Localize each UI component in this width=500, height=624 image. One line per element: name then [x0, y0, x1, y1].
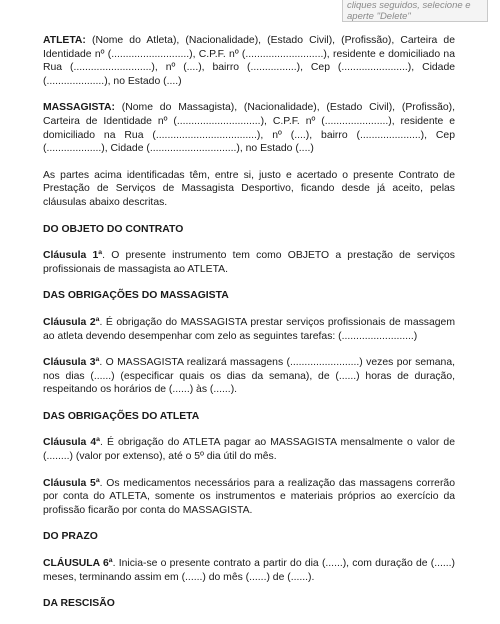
clause-1-text: . O presente instrumento tem como OBJETO a prestação de serviços profissionais de massagista ao ATLETA. — [43, 250, 455, 275]
atleta-text: (Nome do Atleta), (Nacionalidade), (Estado Civil), (Profissão), Carteira de Identidade nº (...........................), C.P.F. nº (...........................), residente e domiciliado na Rua (...........................), nº (....), bairro (................), Cep (.......................), Cidade (....................), no Estado (....) — [43, 35, 455, 87]
clause-6 — [43, 557, 455, 584]
clause-5 — [43, 477, 455, 518]
section-title-obrigacoes-atleta: DAS OBRIGAÇÕES DO ATLETA — [43, 410, 200, 422]
instruction-line-1: cliques seguidos, selecione e — [347, 0, 471, 11]
massagista-paragraph — [43, 101, 455, 155]
intro-paragraph: As partes acima identificadas têm, entre si, justo e acertado o presente Contrato de Prestação de Serviços de Massagista Desportivo, ficando desde já aceito, pelas cláusulas abaixo descritas. — [43, 169, 455, 208]
clause-5-text: . Os medicamentos necessários para a realização das massagens correrão por conta do ATLETA, somente os instrumentos e materiais próprios ao exercício da profissão ficarão por conta do MASSAGISTA. — [43, 477, 455, 516]
instruction-tooltip — [342, 0, 488, 22]
clause-2-text: . É obrigação do MASSAGISTA prestar serviços profissionais de massagem ao atleta devendo desempenhar com zelo as seguintes tarefas: (.........................) — [43, 316, 455, 342]
clause-3 — [43, 356, 455, 397]
massagista-label: MASSAGISTA: — [43, 102, 115, 114]
clause-4 — [43, 436, 455, 463]
clause-1-label: Cláusula 1ª — [43, 250, 103, 262]
clause-3-text: . O MASSAGISTA realizará massagens (........................) vezes por semana, nos dias (......) (especificar quais os dias da semana), de (......) horas de duração, respeitando os horários de (......) às (......). — [43, 357, 455, 396]
clause-6-text: . Inicia-se o presente contrato a partir do dia (......), com duração de (......) meses, terminando assim em (......) do mês (......) de (......). — [43, 558, 455, 583]
clause-4-label: Cláusula 4ª — [43, 437, 101, 449]
clause-2-label: Cláusula 2ª — [43, 316, 100, 328]
section-title-objeto: DO OBJETO DO CONTRATO — [43, 223, 184, 235]
massagista-text: (Nome do Massagista), (Nacionalidade), (Estado Civil), (Profissão), Carteira de Identidade nº (.............................), C.P.F. nº (......................), residente e domiciliado na Rua (...................................), nº (....), bairro (.....................), Cep (...................), Cidade (..............................), no Estado (....) — [43, 102, 455, 155]
clause-2 — [43, 316, 455, 343]
contract-document — [43, 34, 455, 624]
instruction-line-2: aperte "Delete" — [347, 10, 411, 22]
clause-5-label: Cláusula 5ª — [43, 477, 100, 489]
clause-6-label: CLÁUSULA 6ª — [43, 558, 113, 570]
clause-4-text: . É obrigação do ATLETA pagar ao MASSAGISTA mensalmente o valor de (........) (valor por extenso), até o 5º dia útil do mês. — [43, 437, 455, 463]
atleta-label: ATLETA: — [43, 35, 86, 46]
atleta-paragraph — [43, 34, 455, 88]
clause-3-label: Cláusula 3ª — [43, 357, 100, 369]
section-title-rescisao: DA RESCISÃO — [43, 598, 115, 610]
clause-1 — [43, 249, 455, 276]
section-title-prazo: DO PRAZO — [43, 531, 98, 543]
section-title-obrigacoes-massagista: DAS OBRIGAÇÕES DO MASSAGISTA — [43, 290, 229, 302]
